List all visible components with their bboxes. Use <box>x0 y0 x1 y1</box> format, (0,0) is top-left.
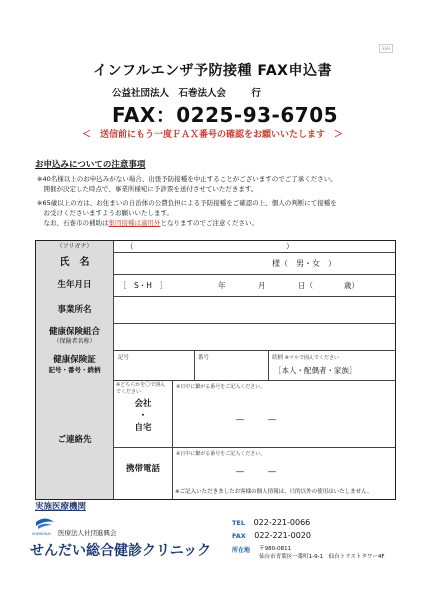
contact-divider <box>172 380 173 499</box>
phone-field-2[interactable]: ― ― <box>236 467 276 476</box>
cert-label-main: 健康保険証 <box>53 355 96 365</box>
clinic-logo-text: SHEIKOKAI <box>32 532 51 536</box>
note-2-line-2: お受けくださいますようお願いいたします。 <box>37 209 173 217</box>
fax-number-clinic: 022-221-0020 <box>254 531 311 540</box>
home-option[interactable]: 自宅 <box>134 423 152 433</box>
furigana-label: （フリガナ） <box>36 241 114 252</box>
confirm-notice: ＜ 送信前にもう一度ＦＡＸ番号の確認をお願いいたします ＞ <box>81 130 343 140</box>
birth-row <box>36 274 395 297</box>
union-field[interactable] <box>116 323 392 350</box>
name-field[interactable] <box>116 252 296 274</box>
company-label: 事業所名 <box>36 296 114 323</box>
clinic-logo-icon <box>35 512 55 534</box>
note-1 <box>37 174 337 194</box>
tel-label: TEL <box>232 519 246 527</box>
mobile-label: 携帯電話 <box>125 464 160 474</box>
cert-relation <box>272 353 339 361</box>
fax-label: FAX <box>232 532 246 540</box>
fax-number: FAX：0225-93-6705 <box>112 103 339 127</box>
clinic-fax <box>232 531 311 540</box>
page-title: インフルエンザ予防接種 FAX申込書 <box>93 63 332 79</box>
clinic-corporation: 医療法人社団進興会 <box>58 529 117 537</box>
furigana-field[interactable] <box>121 241 381 252</box>
furigana-close: ） <box>286 242 294 251</box>
recipient-org-suffix: 行 <box>251 88 261 99</box>
union-label <box>36 323 114 350</box>
clinic-name: せんだい総合健診クリニック <box>30 543 212 559</box>
company-row <box>36 296 395 324</box>
contact-label: ご連絡先 <box>36 380 114 499</box>
clinic-address <box>232 545 385 564</box>
cert-number: 番号 <box>198 355 210 361</box>
company-home-separator: ・ <box>138 411 148 421</box>
company-option[interactable]: 会社 <box>134 399 152 409</box>
note-2 <box>37 198 337 228</box>
application-form <box>35 240 396 500</box>
cert-relation-label: 続柄 <box>272 355 284 361</box>
recipient-org <box>112 85 261 99</box>
cert-relation-note: ※マルで囲んでください <box>284 355 339 361</box>
clinic-tel <box>232 518 310 527</box>
phone-field-1[interactable]: ― ― <box>236 415 276 424</box>
birth-month: 月 <box>258 281 266 290</box>
cert-label-sub: 記号・番号・続柄 <box>48 366 101 374</box>
birth-age: 歳） <box>344 281 359 290</box>
recipient-org-name: 公益社団法人 石巻法人会 <box>112 88 227 99</box>
note-2-line-3-a: なお、石巻市の補助は <box>37 219 109 227</box>
group-vaccination-exclusion: 集団接種は適用外 <box>108 219 161 227</box>
daytime-note-1: ※日中に繋がる番号をご記入ください。 <box>176 384 266 390</box>
name-gender: 様（ 男・女 ） <box>272 259 336 268</box>
name-label: 氏 名 <box>36 252 114 274</box>
privacy-footnote: ※ご記入いただきましたお客様の個人情報は、只的以外の使用はいたしません。 <box>175 489 373 495</box>
notes-title: お申込みについての注意事項 <box>35 160 146 170</box>
form-code-stamp: SSH <box>379 44 393 53</box>
company-field[interactable] <box>116 296 392 323</box>
birth-year: 年 <box>218 281 226 290</box>
union-label-main: 健康保険組合 <box>48 326 100 337</box>
zip-code: 〒980-0811 <box>259 546 292 552</box>
contact-choice-note: ※どちらかを〇で囲んでください <box>116 382 166 395</box>
furigana-open: （ <box>126 242 134 251</box>
birth-day: 日（ <box>298 281 313 290</box>
note-2-line-3-b: となりますのでご注意ください。 <box>160 219 258 227</box>
address-text: 仙台市青葉区一番町1-9-1 仙台トラストタワー4F <box>259 554 385 560</box>
note-1-line-1: ※40名様以上のお申込みがない場合、出張予防接種を中止することがございますのでご了承ください。 <box>37 175 337 183</box>
union-label-sub: （保険者名称） <box>53 337 96 345</box>
birth-era[interactable]: ［ S・H ］ <box>119 281 167 290</box>
address-label: 所在地 <box>232 547 251 554</box>
note-2-line-1: ※65歳以上の方は、お住まいの自治体の公費負担による予防接種をご確認の上、個人の判断にて接種を <box>37 199 337 207</box>
cert-divider-2 <box>268 350 269 380</box>
contact-mid-line <box>114 447 395 448</box>
cert-symbol: 記号 <box>118 355 130 361</box>
contact-row <box>36 380 395 499</box>
tel-number: 022-221-0066 <box>253 518 311 527</box>
note-1-line-2: 開催が決定した時点で、事業所様宛に予診票を送付させていただきます。 <box>37 185 258 193</box>
cert-label <box>36 350 114 380</box>
clinic-logo <box>35 512 55 534</box>
cert-divider-1 <box>194 350 195 380</box>
note-2-line-3 <box>37 218 337 228</box>
union-row <box>36 323 395 351</box>
birth-label: 生年月日 <box>36 274 114 296</box>
name-row <box>36 252 395 275</box>
cert-relation-options[interactable]: ［本人・配偶者・家族］ <box>274 366 357 375</box>
medical-institution-title: 実施医療機関 <box>35 502 87 512</box>
daytime-note-2: ※日中に繋がる番号をご記入ください。 <box>176 451 266 457</box>
company-home-choice[interactable] <box>114 398 172 434</box>
cert-row <box>36 350 395 381</box>
